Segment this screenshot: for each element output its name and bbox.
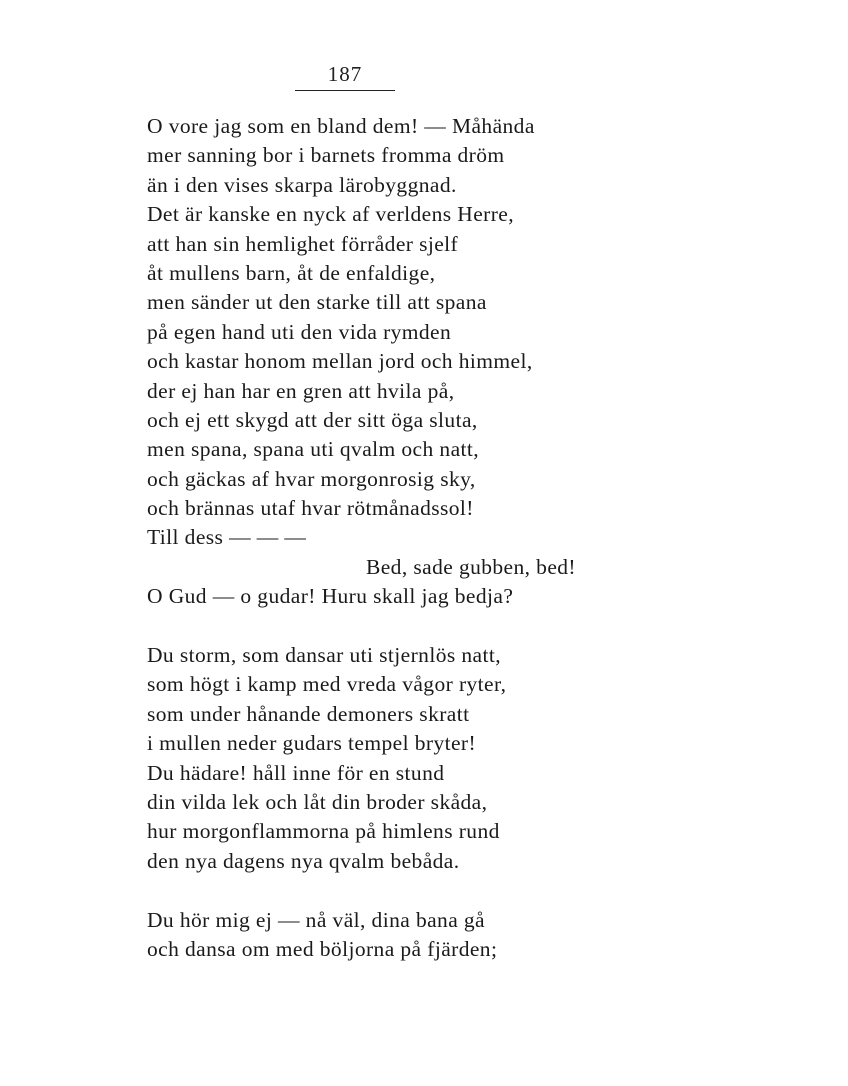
poem-line: Det är kanske en nyck af verldens Herre,	[147, 202, 515, 227]
page-number: 187	[327, 62, 363, 86]
stanza-1	[147, 112, 587, 612]
page-number-rule	[295, 90, 395, 91]
poem-line: hur morgonflammorna på himlens rund	[147, 819, 500, 844]
poem-text	[147, 112, 587, 964]
poem-line: O vore jag som en bland dem! — Måhända	[147, 114, 535, 138]
poem-line: men spana, spana uti qvalm och natt,	[147, 437, 480, 462]
poem-line: den nya dagens nya qvalm bebåda.	[147, 848, 460, 873]
poem-line: som under hånande demoners skratt	[147, 701, 470, 726]
poem-line: Du hör mig ej — nå väl, dina bana gå	[147, 907, 486, 932]
stanza-3	[147, 906, 587, 965]
stanza-2	[147, 641, 587, 876]
poem-line: än i den vises skarpa lärobyggnad.	[147, 172, 457, 197]
poem-line: som högt i kamp med vreda vågor ryter,	[147, 672, 507, 697]
poem-line: att han sin hemlighet förråder sjelf	[147, 231, 459, 256]
poem-line: och dansa om med böljorna på fjärden;	[147, 936, 498, 961]
poem-line: åt mullens barn, åt de enfaldige,	[147, 260, 436, 285]
poem-line: Du hädare! håll inne för en stund	[147, 760, 445, 785]
poem-line: der ej han har en gren att hvila på,	[147, 378, 455, 403]
poem-line: och ej ett skygd att der sitt öga sluta,	[147, 407, 478, 432]
stanza-break	[147, 876, 587, 905]
poem-line: och kastar honom mellan jord och himmel,	[147, 349, 533, 374]
poem-line-indented: Bed, sade gubben, bed!	[365, 554, 576, 579]
poem-line: men sänder ut den starke till att spana	[147, 290, 487, 315]
poem-line: och gäckas af hvar morgonrosig sky,	[147, 466, 476, 491]
poem-line: och brännas utaf hvar rötmånadssol!	[147, 496, 474, 521]
poem-line: O Gud — o gudar! Huru skall jag bedja?	[147, 584, 514, 609]
poem-line: Till dess — — —	[147, 525, 307, 550]
poem-line: Du storm, som dansar uti stjernlös natt,	[147, 643, 501, 668]
poem-line: i mullen neder gudars tempel bryter!	[147, 731, 477, 756]
stanza-break	[147, 612, 587, 641]
poem-line: mer sanning bor i barnets fromma dröm	[147, 143, 505, 168]
poem-line: på egen hand uti den vida rymden	[147, 319, 452, 344]
poem-line: din vilda lek och låt din broder skåda,	[147, 789, 488, 814]
